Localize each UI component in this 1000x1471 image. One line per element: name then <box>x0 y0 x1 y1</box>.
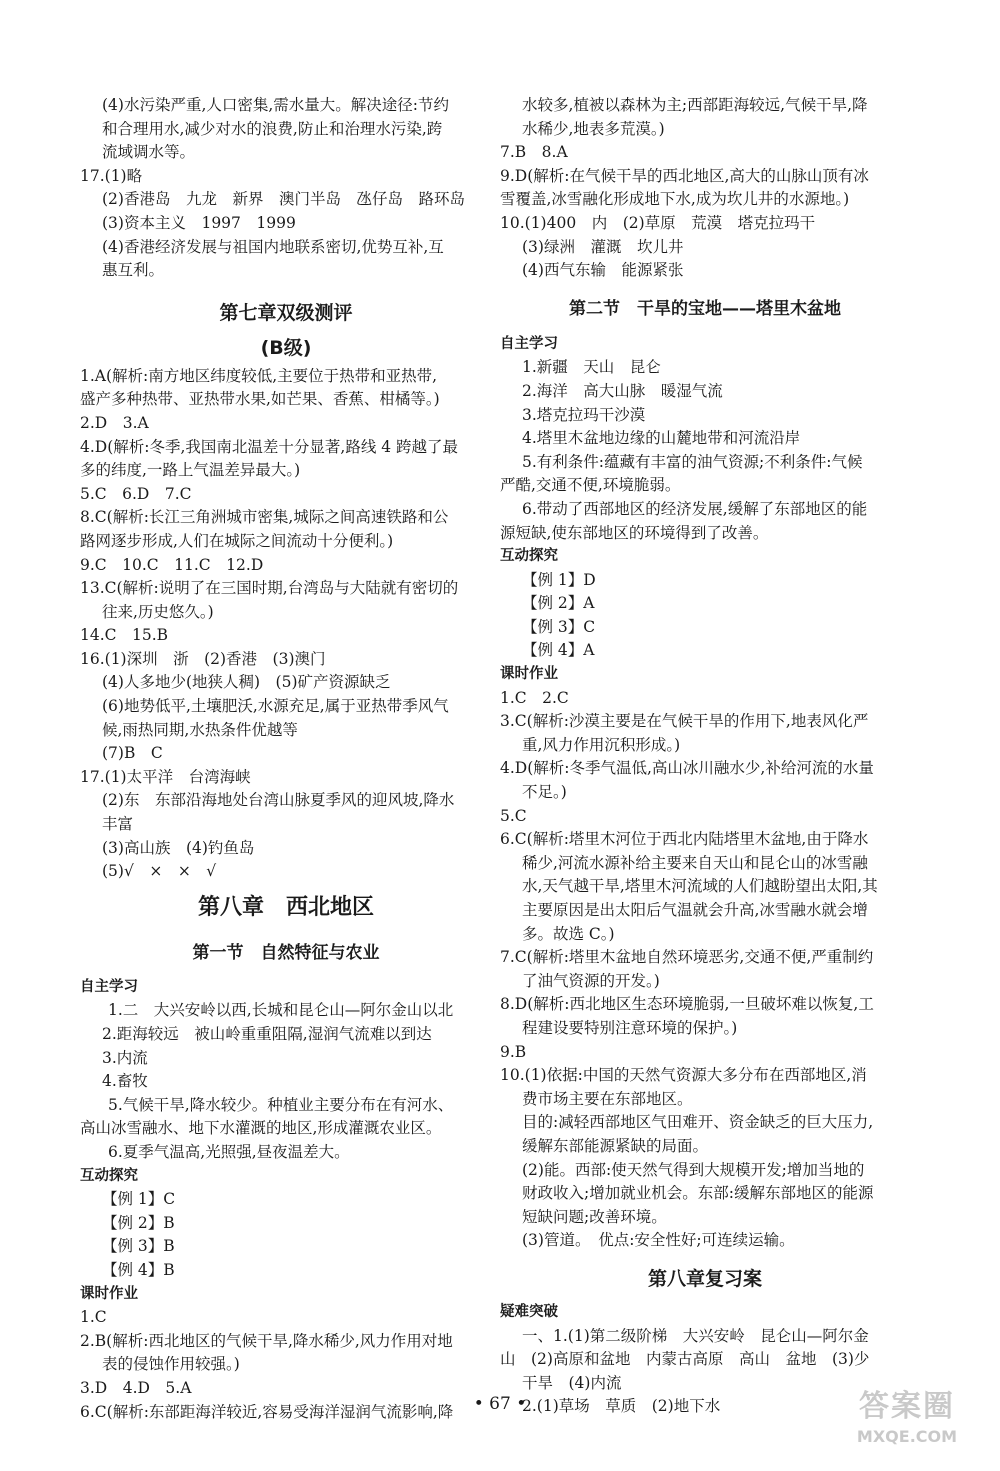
text-line: 重,风力作用沉积形成。) <box>522 735 681 754</box>
subsection-heading: 课时作业 <box>80 1285 138 1302</box>
text-line: (3)高山族 (4)钓鱼岛 <box>102 838 255 857</box>
text-line: 6.C(解析:塔里木河位于西北内陆塔里木盆地,由于降水 <box>500 830 869 849</box>
text-line: 7.B 8.A <box>500 143 568 162</box>
text-line: 3.内流 <box>102 1048 148 1067</box>
text-line: 7.C(解析:塔里木盆地自然环境恶劣,交通不便,严重制约 <box>500 948 874 967</box>
text-line: 【例 2】B <box>102 1213 175 1232</box>
text-line: 往来,历史悠久。) <box>102 602 214 621</box>
text-line: 1.A(解析:南方地区纬度较低,主要位于热带和亚热带, <box>80 366 438 385</box>
section-title: 第八章 西北地区 <box>197 894 374 920</box>
text-line: 水,天气越干旱,塔里木河流域的人们越盼望出太阳,其 <box>522 877 878 896</box>
text-line: 4.畜牧 <box>102 1072 148 1091</box>
text-line: 干旱 (4)内流 <box>522 1373 622 1392</box>
text-line: (6)地势低平,土壤肥沃,水源充足,属于亚热带季风气 <box>102 697 449 716</box>
text-line: 2.B(解析:西北地区的气候干旱,降水稀少,风力作用对地 <box>80 1331 453 1350</box>
text-line: 17.(1)略 <box>80 166 143 185</box>
text-line: 4.D(解析:冬季,我国南北温差十分显著,路线 4 跨越了最 <box>80 437 459 456</box>
text-line: 候,雨热同期,水热条件优越等 <box>102 720 298 739</box>
text-line: 路网逐步形成,人们在城际之间流动十分便利。) <box>80 531 394 550</box>
text-line: 财政收入;增加就业机会。东部:缓解东部地区的能源 <box>522 1184 874 1203</box>
section-title: 第七章双级测评 <box>219 301 353 324</box>
text-line: 了油气资源的开发。) <box>522 971 660 990</box>
text-line: 水较多,植被以森林为主;西部距海较远,气候干旱,降 <box>522 96 868 114</box>
text-line: 流域调水等。 <box>102 143 196 162</box>
text-line: 源短缺,使东部地区的环境得到了改善。 <box>500 523 769 542</box>
text-line: 【例 1】C <box>102 1190 176 1209</box>
text-line: 一、1.(1)第二级阶梯 大兴安岭 昆仑山—阿尔金 <box>522 1326 869 1345</box>
text-line: 5.C <box>500 806 527 825</box>
text-line: (4)水污染严重,人口密集,需水量大。解决途径:节约 <box>102 96 450 114</box>
text-line: 1.新疆 天山 昆仑 <box>522 358 661 377</box>
text-line: 严酷,交通不便,环境脆弱。 <box>500 476 681 495</box>
watermark-bottom-text: MXQE.COM <box>856 1427 958 1446</box>
text-line: 6.C(解析:东部距海洋较近,容易受海洋湿润气流影响,降 <box>80 1402 454 1421</box>
text-line: 【例 4】B <box>102 1260 175 1279</box>
left-column <box>80 94 492 1424</box>
text-line: 4.D(解析:冬季气温低,高山冰川融水少,补给河流的水量 <box>500 759 874 778</box>
text-line: 3.塔克拉玛干沙漠 <box>522 405 646 424</box>
text-line: 【例 3】C <box>522 617 596 636</box>
text-line: (3)管道。 优点:安全性好;可连续运输。 <box>522 1231 795 1250</box>
section-title: 第八章复习案 <box>647 1267 762 1290</box>
text-line: 主要原因是出太阳后气温就会升高,冰雪融水就会增 <box>522 901 868 919</box>
text-line: (7)B C <box>102 744 163 763</box>
text-line: 4.塔里木盆地边缘的山麓地带和河流沿岸 <box>522 429 801 448</box>
text-line: 程建设要特别注意环境的保护。) <box>522 1018 738 1037</box>
text-line: 3.D 4.D 5.A <box>80 1378 192 1397</box>
text-line: 费市场主要在东部地区。 <box>522 1089 693 1108</box>
text-line: 2.(1)草场 草质 (2)地下水 <box>522 1397 721 1416</box>
text-line: 5.气候干旱,降水较少。种植业主要分布在有河水、 <box>108 1095 454 1114</box>
section-title: 第一节 自然特征与农业 <box>192 942 380 963</box>
text-line: (3)资本主义 1997 1999 <box>102 213 296 232</box>
subsection-heading: 课时作业 <box>500 666 558 683</box>
section-title: 第二节 干旱的宝地——塔里木盆地 <box>569 298 841 319</box>
text-line: 6.夏季气温高,光照强,昼夜温差大。 <box>108 1142 350 1161</box>
text-line: 10.(1)依据:中国的天然气资源大多分布在西部地区,消 <box>500 1066 867 1085</box>
text-line: 雪覆盖,冰雪融化形成地下水,成为坎儿井的水源地。) <box>500 190 850 209</box>
text-line: 6.带动了西部地区的经济发展,缓解了东部地区的能 <box>522 499 868 518</box>
page-number: • 67 • <box>473 1394 527 1414</box>
text-line: (4)西气东输 能源紧张 <box>522 261 684 280</box>
text-line: 9.C 10.C 11.C 12.D <box>80 555 264 574</box>
text-line: 5.C 6.D 7.C <box>80 484 192 503</box>
text-line: 13.C(解析:说明了在三国时期,台湾岛与大陆就有密切的 <box>80 579 459 598</box>
subsection-heading: 自主学习 <box>80 978 138 995</box>
subsection-heading: 疑难突破 <box>500 1303 558 1320</box>
right-column <box>500 94 910 1419</box>
text-line: 9.D(解析:在气候干旱的西北地区,高大的山脉山顶有冰 <box>500 166 869 185</box>
section-title: (B级) <box>260 336 312 359</box>
text-line: 【例 2】A <box>522 594 595 613</box>
text-line: 【例 1】D <box>522 570 596 589</box>
text-line: 1.二 大兴安岭以西,长城和昆仑山—阿尔金山以北 <box>108 1001 454 1020</box>
text-line: 17.(1)太平洋 台湾海峡 <box>80 767 251 786</box>
text-line: 和合理用水,减少对水的浪费,防止和治理水污染,跨 <box>102 119 443 138</box>
text-line: 短缺问题;改善环境。 <box>522 1207 667 1226</box>
text-line: (3)绿洲 灌溉 坎儿井 <box>522 237 684 256</box>
text-line: 2.距海较远 被山岭重重阻隔,湿润气流难以到达 <box>102 1025 432 1043</box>
text-line: 16.(1)深圳 浙 (2)香港 (3)澳门 <box>80 649 326 668</box>
text-line: (5)√ × × √ <box>102 862 217 881</box>
watermark-logo <box>832 1387 982 1457</box>
text-line: 多的纬度,一路上气温差异最大。) <box>80 461 301 480</box>
text-line: 丰富 <box>102 815 134 834</box>
text-line: 1.C 2.C <box>500 688 569 707</box>
text-line: 多。故选 C。) <box>522 924 615 943</box>
subsection-heading: 互动探究 <box>500 548 558 565</box>
text-line: 2.D 3.A <box>80 413 149 432</box>
text-line: 3.C(解析:沙漠主要是在气候干旱的作用下,地表风化严 <box>500 712 869 731</box>
text-line: 10.(1)400 内 (2)草原 荒漠 塔克拉玛干 <box>500 213 816 232</box>
text-line: 高山冰雪融水、地下水灌溉的地区,形成灌溉农业区。 <box>80 1119 442 1138</box>
text-line: (2)能。西部:使天然气得到大规模开发;增加当地的 <box>522 1160 865 1179</box>
watermark-top-text: 答案圈 <box>859 1389 955 1424</box>
text-line: 惠互利。 <box>102 261 165 280</box>
text-line: 【例 3】B <box>102 1237 175 1256</box>
text-line: (2)香港岛 九龙 新界 澳门半岛 氹仔岛 路环岛 <box>102 190 465 209</box>
text-line: (4)人多地少(地狭人稠) (5)矿产资源缺乏 <box>102 673 391 692</box>
text-line: (2)东 东部沿海地处台湾山脉夏季风的迎风坡,降水 <box>102 791 455 810</box>
text-line: 不足。) <box>522 783 567 802</box>
text-line: 1.C <box>80 1308 107 1327</box>
text-line: 表的侵蚀作用较强。) <box>102 1355 240 1374</box>
text-line: 目的:减轻西部地区气田难开、资金缺乏的巨大压力, <box>522 1113 874 1132</box>
text-line: 稀少,河流水源补给主要来自天山和昆仑山的冰雪融 <box>522 853 868 872</box>
subsection-heading: 互动探究 <box>80 1167 138 1184</box>
text-line: 【例 4】A <box>522 641 595 660</box>
text-line: 8.D(解析:西北地区生态环境脆弱,一旦破坏难以恢复,工 <box>500 995 874 1014</box>
text-line: 2.海洋 高大山脉 暖湿气流 <box>522 381 723 400</box>
text-line: 14.C 15.B <box>80 626 169 645</box>
text-line: (4)香港经济发展与祖国内地联系密切,优势互补,互 <box>102 237 444 256</box>
text-line: 9.B <box>500 1042 527 1061</box>
text-line: 盛产多种热带、亚热带水果,如芒果、香蕉、柑橘等。) <box>80 390 440 409</box>
text-line: 水稀少,地表多荒漠。) <box>522 119 665 138</box>
text-line: 5.有利条件:蕴藏有丰富的油气资源;不利条件:气候 <box>522 452 863 471</box>
text-line: 山 (2)高原和盆地 内蒙古高原 高山 盆地 (3)少 <box>500 1350 870 1369</box>
text-line: 8.C(解析:长江三角洲城市密集,城际之间高速铁路和公 <box>80 508 449 527</box>
text-line: 缓解东部能源紧缺的局面。 <box>522 1136 709 1155</box>
subsection-heading: 自主学习 <box>500 335 558 352</box>
